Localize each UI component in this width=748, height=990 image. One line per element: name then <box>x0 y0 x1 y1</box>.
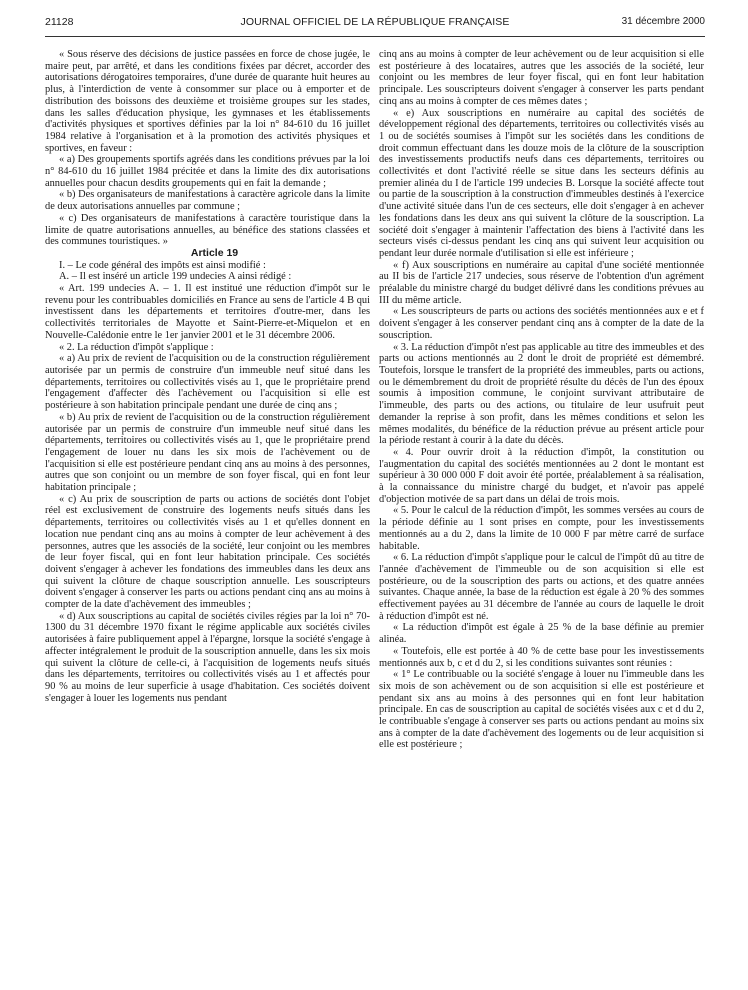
article-heading: Article 19 <box>190 246 239 259</box>
paragraph: « a) Des groupements sportifs agréés dans les conditions prévues par la loi n° 84-610 du 16 juillet 1984 précitée et dans la limite des dix autorisations annuelles pour chacun desdits groupements qui en fait la demande ; <box>45 154 370 189</box>
left-column <box>45 49 370 704</box>
page-header <box>45 16 705 32</box>
paragraph: « b) Des organisateurs de manifestations à caractère agricole dans la limite de deux autorisations annuelles par commune ; <box>45 189 370 213</box>
paragraph: « 6. La réduction d'impôt s'applique pour le calcul de l'impôt dû au titre de l'année d'achèvement de l'immeuble ou de son acquisition si elle est postérieure, ou de la souscription des parts ou actions, et des quatre années suivantes. Chaque année, la base de la réduction est égale à 20 % des sommes effectivement payées au 31 décembre de l'année au cours de laquelle le droit à réduction d'impôt est né. <box>379 552 704 622</box>
paragraph: « 2. La réduction d'impôt s'applique : <box>59 341 214 353</box>
paragraph: « a) Au prix de revient de l'acquisition ou de la construction régulièrement autorisée par un permis de construire d'un immeuble neuf situé dans les départements, territoires ou collectivités visés au 1, que le propriétaire prend l'engagement d'affecter dès l'achèvement ou l'acquisition si elle est postérieure à son habitation principale pendant une durée de cinq ans ; <box>45 353 370 412</box>
paragraph: « La réduction d'impôt est égale à 25 % de la base définie au premier alinéa. <box>379 622 704 646</box>
page-number: 21128 <box>45 16 74 28</box>
paragraph: « 1° Le contribuable ou la société s'engage à louer nu l'immeuble dans les six mois de son achèvement ou de son acquisition si elle est postérieure et pendant six ans au moins à des personnes qui en font leur habitation principale. En cas de souscription au capital de sociétés visées aux c et d du 2, le contribuable s'engage à conserver ses parts ou actions pendant au moins six ans à compter de la date d'achèvement des logements ou de leur acquisition si elle est postérieure ; <box>379 669 704 751</box>
paragraph: « e) Aux souscriptions en numéraire au capital des sociétés de développement régional des départements, territoires ou collectivités visés au 1 ou de sociétés soumises à l'impôt sur les sociétés dans les conditions de droit commun effectuant dans les douze mois de la clôture de la souscription des investissements productifs neufs dans ces départements, territoires ou collectivités et dont l'activité réelle se situe dans les secteurs définis au premier alinéa du I de l'article 199 undecies B. Lorsque la société affecte tout ou partie de la souscription à la construction d'immeubles destinés à l'exercice d'une activité située dans l'un de ces secteurs, elle doit s'engager à en achever les fondations dans les deux ans qui suivent la clôture de la souscription. La société doit s'engager à maintenir l'affectation des biens à l'activité dans les secteurs visés ci-dessus pendant les cinq ans qui suivent leur acquisition ou pendant leur durée normale d'utilisation si elle est inférieure ; <box>379 107 704 259</box>
paragraph: « 4. Pour ouvrir droit à la réduction d'impôt, la constitution ou l'augmentation du capital des sociétés mentionnées au 2 dont le montant est supérieur à 30 000 000 F doit avoir été portée, préalablement à sa réalisation, à la connaissance du ministre chargé du budget, et n'avoir pas appelé d'objection motivée de sa part dans un délai de trois mois. <box>379 446 704 505</box>
publication-date: 31 décembre 2000 <box>621 16 705 27</box>
journal-title: JOURNAL OFFICIEL DE LA RÉPUBLIQUE FRANÇAISE <box>240 16 510 28</box>
paragraph: « Les souscripteurs de parts ou actions des sociétés mentionnées aux e et f doivent s'engager à les conserver pendant cinq ans à compter de la date de la souscription. <box>379 306 704 341</box>
paragraph: « c) Des organisateurs de manifestations à caractère touristique dans la limite de quatre autorisations annuelles, au bénéfice des stations classées et des communes touristiques. » <box>45 212 370 248</box>
right-column <box>379 49 704 751</box>
paragraph: I. – Le code général des impôts est ainsi modifié : <box>59 259 266 271</box>
paragraph: « f) Aux souscriptions en numéraire au capital d'une société mentionnée au II bis de l'article 217 undecies, sous réserve de l'obtention d'un agrément préalable du ministre chargé du budget délivré dans les conditions prévues au III du même article. <box>379 259 704 306</box>
paragraph: A. – Il est inséré un article 199 undecies A ainsi rédigé : <box>59 271 292 283</box>
paragraph: « 5. Pour le calcul de la réduction d'impôt, les sommes versées au cours de la période définie au 1 sont prises en compte, pour les investissements mentionnés au a du 2, dans la limite de 10 000 F par mètre carré de surface habitable. <box>379 505 704 552</box>
header-rule <box>45 36 705 37</box>
paragraph: « d) Aux souscriptions au capital de sociétés civiles régies par la loi n° 70-1300 du 31 décembre 1970 fixant le régime applicable aux sociétés civiles autorisées à faire publiquement appel à l'épargne, lorsque la société s'engage à affecter intégralement le produit de la souscription annuelle, dans les six mois qui suivent la clôture de celle-ci, à l'acquisition de logements neufs situés dans les départements, territoires ou collectivités visés au 1 et affectés pour 90 % au moins de leur superficie à usage d'habitation. Ces sociétés doivent s'engager à louer les logements nus pendant <box>45 610 370 704</box>
paragraph: « 3. La réduction d'impôt n'est pas applicable au titre des immeubles et des parts ou actions mentionnés au 2 dont le droit de propriété est démembré. Toutefois, lorsque le transfert de la propriété des immeubles, parts ou actions, ou le démembrement du droit de propriété résulte du décès de l'un des époux soumis à imposition commune, le conjoint survivant attributaire de l'immeuble, des parts ou des actions, ou titulaire de leur usufruit peut demander la reprise à son profit, dans les mêmes conditions et selon les mêmes modalités, du bénéfice de la réduction prévue au présent article pour la période restant à courir à la date du décès. <box>379 341 704 447</box>
paragraph: « Sous réserve des décisions de justice passées en force de chose jugée, le maire peut, par arrêté, et dans les conditions fixées par décret, accorder des autorisations dérogatoires temporaires, d'une durée de quarante huit heures au plus, à l'interdiction de vente à consommer sur place ou à emporter et de distribution des boissons des deuxième et troisième groupes sur les stades, dans les salles d'éducation physique, les gymnases et les établissements d'activités physiques et sportives définies par la loi n° 84-610 du 16 juillet 1984 relative à l'organisation et à la promotion des activités physiques et sportives, en faveur : <box>45 49 370 154</box>
paragraph: cinq ans au moins à compter de leur achèvement ou de leur acquisition si elle est postérieure à des locataires, autres que les associés de la société, leur conjoint ou les membres de leur foyer fiscal, qui en font leur habitation principale. Les souscripteurs doivent s'engager à conserver les parts pendant cinq ans au moins à compter de ces mêmes dates ; <box>379 49 704 107</box>
paragraph: « c) Au prix de souscription de parts ou actions de sociétés dont l'objet réel est exclusivement de construire des logements neufs situés dans les départements, territoires ou collectivités visés au 1 et qu'elles donnent en location nue pendant cinq ans au moins à compter de leur achèvement à des personnes, autres que les associés de la société, leur conjoint ou les membres de leur foyer fiscal, qui en font leur habitation principale. Ces sociétés doivent s'engager à achever les fondations des immeubles dans les deux ans qui suivent la clôture de chaque souscription annuelle. Les souscripteurs doivent s'engager à conserver les parts ou actions pendant cinq ans au moins à compter de la date d'achèvement des immeubles ; <box>45 493 370 611</box>
paragraph: « b) Au prix de revient de l'acquisition ou de la construction régulièrement autorisée par un permis de construire d'un immeuble neuf situé dans les départements, territoires ou collectivités visés au 1, que le propriétaire prend l'engagement de louer nu dans les six mois de l'achèvement ou de l'acquisition si elle est postérieure pendant cinq ans au moins à des personnes, autres que son conjoint ou un membre de son foyer fiscal, qui en font leur habitation principale ; <box>45 411 370 494</box>
paragraph: « Art. 199 undecies A. – 1. Il est institué une réduction d'impôt sur le revenu pour les contribuables domiciliés en France au sens de l'article 4 B qui investissent dans les départements et territoires d'outre-mer, dans les collectivités territoriales de Mayotte et Saint-Pierre-et-Miquelon et en Nouvelle-Calédonie entre le 1er janvier 2001 et le 31 décembre 2006. <box>45 283 370 341</box>
paragraph: « Toutefois, elle est portée à 40 % de cette base pour les investissements mentionnés aux b, c et d du 2, si les conditions suivantes sont réunies : <box>379 645 704 669</box>
